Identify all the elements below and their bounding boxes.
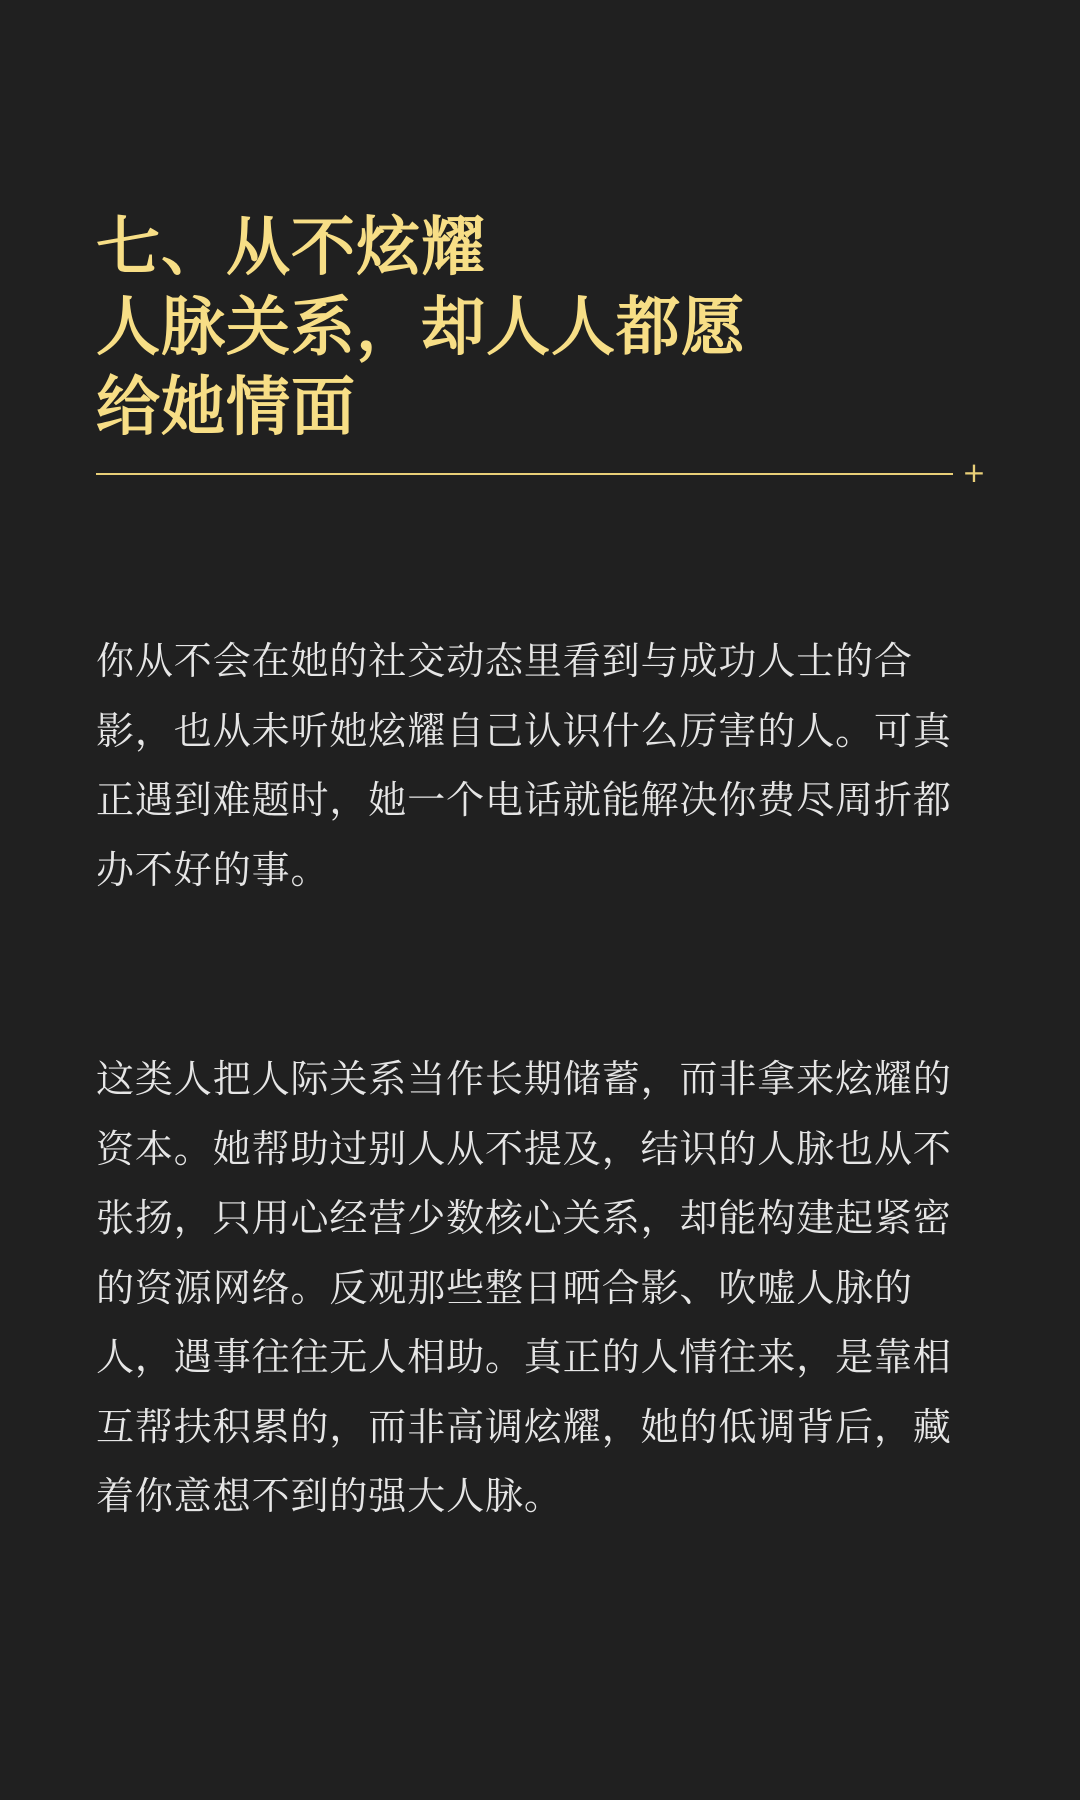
heading-line-3: 给她情面 [96, 371, 356, 445]
paragraph-line: 张扬，只用心经营少数核心关系，却能构建起紧密 [96, 1196, 952, 1240]
paragraph-line: 互帮扶积累的，而非高调炫耀，她的低调背后，藏 [96, 1404, 952, 1449]
paragraph-line: 这类人把人际关系当作长期储蓄，而非拿来炫耀的 [96, 1057, 952, 1101]
section-heading [96, 208, 996, 448]
plus-icon: + [962, 456, 986, 489]
paragraph-line: 着你意想不到的强大人脉。 [96, 1474, 563, 1518]
paragraph-1 [96, 627, 986, 905]
paragraph-2 [96, 1045, 986, 1532]
paragraph-line: 正遇到难题时，她一个电话就能解决你费尽周折都 [96, 778, 952, 822]
paragraph-line: 的资源网络。反观那些整日晒合影、吹嘘人脉的 [96, 1265, 913, 1310]
paragraph-line: 办不好的事。 [96, 847, 330, 892]
heading-divider [96, 473, 953, 475]
paragraph-line: 影，也从未听她炫耀自己认识什么厉害的人。可真 [96, 708, 952, 753]
paragraph-line: 人，遇事往往无人相助。真正的人情往来，是靠相 [96, 1335, 952, 1379]
paragraph-line: 你从不会在她的社交动态里看到与成功人士的合 [96, 639, 913, 683]
paragraph-line: 资本。她帮助过别人从不提及，结识的人脉也从不 [96, 1126, 952, 1171]
heading-line-1: 七、从不炫耀 [96, 211, 486, 285]
heading-line-2: 人脉关系，却人人都愿 [96, 291, 746, 365]
